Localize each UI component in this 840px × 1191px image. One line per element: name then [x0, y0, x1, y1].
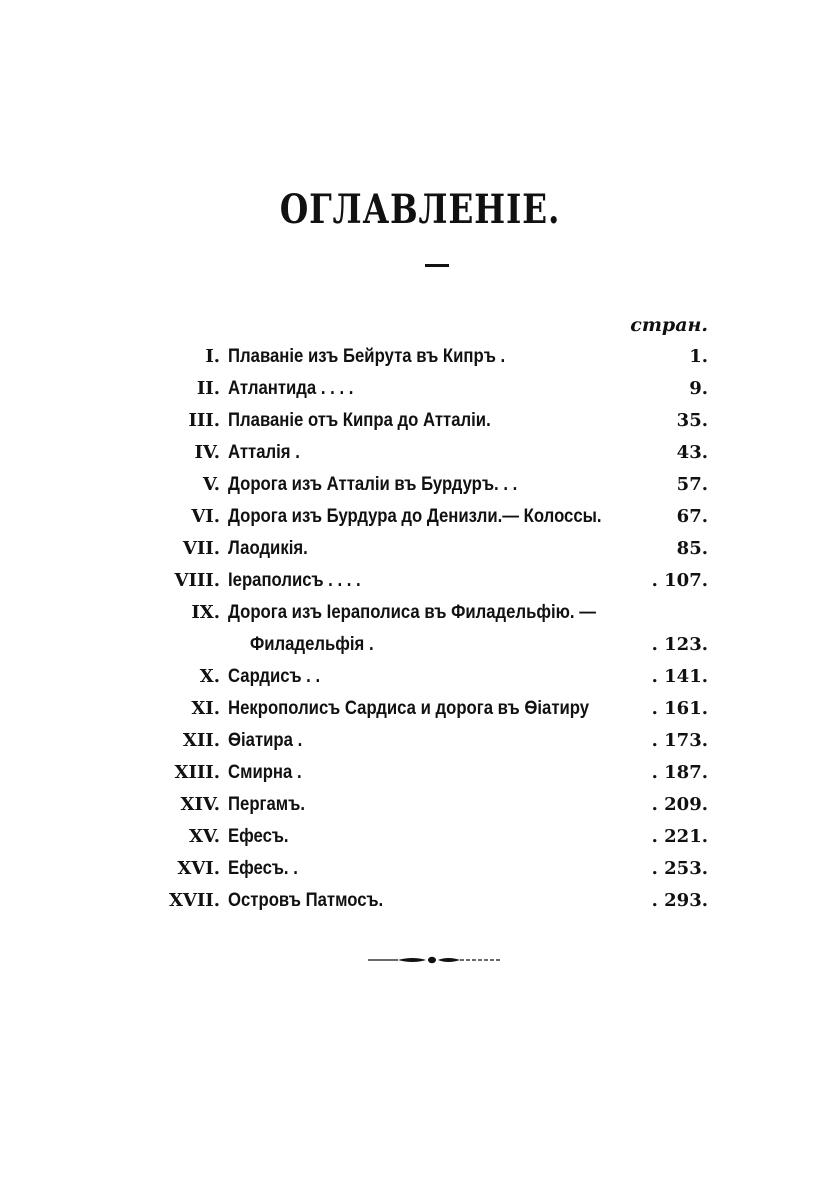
chapter-number: XIII.: [174, 762, 220, 783]
chapter-number: X.: [199, 666, 220, 687]
toc-entry-11[interactable]: [0, 693, 840, 725]
page-number: . 293.: [651, 890, 708, 911]
page-number: 85.: [676, 538, 708, 559]
chapter-number: VIII.: [174, 570, 220, 591]
page-number: 43.: [676, 442, 708, 463]
chapter-title: Плаваніе изъ Бейрута въ Кипръ .: [228, 346, 506, 367]
page-number: . 161.: [651, 698, 708, 719]
chapter-title: Ефесъ.: [228, 826, 289, 847]
page-number: . 173.: [651, 730, 708, 751]
chapter-number: II.: [196, 378, 220, 399]
toc-entry-17[interactable]: [0, 885, 840, 917]
page-column-header: стран.: [630, 314, 708, 336]
chapter-number: VII.: [182, 538, 220, 559]
chapter-title: Атлантида . . . .: [228, 378, 354, 399]
chapter-title: Плаваніе отъ Кипра до Атталіи.: [228, 410, 491, 431]
toc-entry-7[interactable]: [0, 533, 840, 565]
toc-entry-9-continued[interactable]: [0, 629, 840, 661]
toc-entry-14[interactable]: [0, 789, 840, 821]
toc-entry-6[interactable]: [0, 501, 840, 533]
toc-entry-8[interactable]: [0, 565, 840, 597]
toc-entry-2[interactable]: [0, 373, 840, 405]
chapter-number: VI.: [191, 506, 220, 527]
chapter-title: Смирна .: [228, 762, 302, 783]
page-number: . 187.: [651, 762, 708, 783]
chapter-number: XII.: [182, 730, 220, 751]
toc-entry-5[interactable]: [0, 469, 840, 501]
chapter-title: Островъ Патмосъ.: [228, 890, 384, 911]
page-number: . 123.: [651, 634, 708, 655]
page-number: 35.: [676, 410, 708, 431]
chapter-number: XVI.: [177, 858, 220, 879]
chapter-number: IX.: [191, 602, 220, 623]
chapter-title: Дорога изъ Атталіи въ Бурдуръ. . .: [228, 474, 518, 495]
chapter-number: IV.: [194, 442, 220, 463]
chapter-number: XIV.: [180, 794, 220, 815]
page-number: 9.: [689, 378, 708, 399]
chapter-title: Некрополисъ Сардиса и дорога въ Ѳіатиру: [228, 698, 590, 719]
toc-entry-4[interactable]: [0, 437, 840, 469]
page-number: 67.: [676, 506, 708, 527]
toc-entry-13[interactable]: [0, 757, 840, 789]
end-ornament: [368, 950, 502, 970]
chapter-title: Дорога изъ Бурдура до Денизли.— Колоссы.: [228, 506, 602, 527]
toc-entry-12[interactable]: [0, 725, 840, 757]
page-number: 57.: [676, 474, 708, 495]
title-divider: [425, 264, 449, 267]
chapter-number: I.: [205, 346, 220, 367]
chapter-title: Іераполисъ . . . .: [228, 570, 361, 591]
chapter-number: V.: [202, 474, 220, 495]
chapter-title: Лаодикія.: [228, 538, 308, 559]
chapter-number: III.: [188, 410, 220, 431]
toc-entry-10[interactable]: [0, 661, 840, 693]
page-number: . 253.: [651, 858, 708, 879]
toc-entry-3[interactable]: [0, 405, 840, 437]
chapter-title: Филадельфія .: [250, 634, 374, 655]
chapter-number: XVII.: [168, 890, 220, 911]
chapter-title: Ѳіатира .: [228, 730, 303, 751]
page-number: . 221.: [651, 826, 708, 847]
chapter-title: Дорога изъ Іераполиса въ Филадельфію. —: [228, 602, 596, 623]
toc-entry-16[interactable]: [0, 853, 840, 885]
chapter-title: Пергамъ.: [228, 794, 305, 815]
page-title: ОГЛАВЛЕНІЕ.: [279, 186, 561, 233]
toc-entry-15[interactable]: [0, 821, 840, 853]
chapter-title: Ефесъ. .: [228, 858, 298, 879]
page-number: . 209.: [651, 794, 708, 815]
toc-entry-1[interactable]: [0, 341, 840, 373]
chapter-number: XV.: [188, 826, 220, 847]
toc-entry-9[interactable]: [0, 597, 840, 629]
chapter-title: Сардисъ . .: [228, 666, 321, 687]
chapter-number: XI.: [191, 698, 220, 719]
page-number: 1.: [689, 346, 708, 367]
page-number: . 107.: [651, 570, 708, 591]
chapter-title: Атталія .: [228, 442, 300, 463]
page-number: . 141.: [651, 666, 708, 687]
